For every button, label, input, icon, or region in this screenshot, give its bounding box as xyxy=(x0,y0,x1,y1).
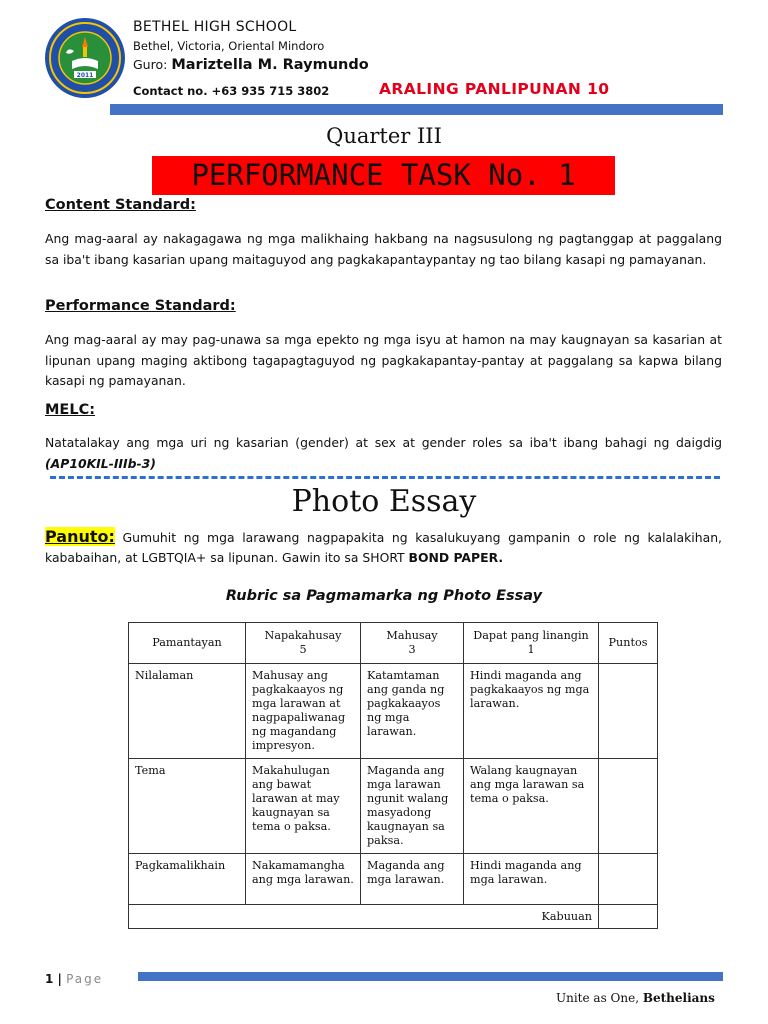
header-divider xyxy=(110,104,723,115)
header-criteria: Pamantayan xyxy=(129,623,246,664)
row-criteria: Nilalaman xyxy=(129,664,246,759)
row-level-2: Maganda ang mga larawan. xyxy=(361,854,464,905)
row-level-2: Maganda ang mga larawan ngunit walang masyadong kaugnayan sa paksa. xyxy=(361,759,464,854)
rubric-total-row xyxy=(129,905,658,929)
teacher-line xyxy=(133,57,369,73)
instructions xyxy=(45,527,722,568)
row-level-3: Hindi maganda ang mga larawan. xyxy=(464,854,599,905)
row-level-3: Walang kaugnayan ang mga larawan sa tema o paksa. xyxy=(464,759,599,854)
header-level-3 xyxy=(464,623,599,664)
page-separator: | xyxy=(53,972,67,986)
melc-text xyxy=(45,433,722,474)
instructions-emphasis: BOND PAPER. xyxy=(408,550,504,565)
header-level-2-score: 3 xyxy=(408,643,416,656)
melc-heading: MELC: xyxy=(45,402,96,418)
header-level-3-score: 1 xyxy=(527,643,535,656)
row-points xyxy=(599,664,658,759)
rubric-row xyxy=(129,854,658,905)
page-number-value: 1 xyxy=(45,972,54,986)
school-address: Bethel, Victoria, Oriental Mindoro xyxy=(133,39,325,53)
row-points xyxy=(599,759,658,854)
header-points: Puntos xyxy=(599,623,658,664)
melc-code: (AP10KIL-IIIb-3) xyxy=(45,455,156,471)
row-level-1: Makahulugan ang bawat larawan at may kaugnayan sa tema o paksa. xyxy=(246,759,361,854)
rubric-row xyxy=(129,664,658,759)
instructions-label: Panuto: xyxy=(45,527,115,546)
school-name: BETHEL HIGH SCHOOL xyxy=(133,19,297,35)
total-points xyxy=(599,905,658,929)
svg-text:2011: 2011 xyxy=(76,72,94,79)
row-level-1: Mahusay ang pagkakaayos ng mga larawan at nagpapaliwanag ng magandang impresyon. xyxy=(246,664,361,759)
quarter-label: Quarter III xyxy=(326,124,442,148)
performance-standard-heading: Performance Standard: xyxy=(45,298,236,314)
dashed-divider xyxy=(50,476,720,479)
rubric-table xyxy=(128,622,658,929)
row-points xyxy=(599,854,658,905)
content-standard-heading: Content Standard: xyxy=(45,197,196,213)
header-level-2 xyxy=(361,623,464,664)
header-level-2-label: Mahusay xyxy=(386,629,438,642)
header-level-1 xyxy=(246,623,361,664)
row-criteria: Pagkamalikhain xyxy=(129,854,246,905)
school-logo xyxy=(44,17,126,99)
instructions-text: Gumuhit ng mga larawang nagpapakita ng kasalukuyang gampanin o role ng kalalakihan, kababaihan, at LGBTQIA+ sa lipunan. Gawin ito sa SHORT xyxy=(45,530,722,565)
header-level-1-label: Napakahusay xyxy=(264,629,342,642)
performance-standard-text: Ang mag-aaral ay may pag-unawa sa mga epekto ng mga isyu at hamon na may kaugnayan sa kasarian at lipunan upang maging aktibong tagapagtaguyod ng pagkakapantay-pantay at paggalang sa kapwa bilang kasapi ng pamayanan. xyxy=(45,332,722,388)
total-label: Kabuuan xyxy=(129,905,599,929)
header-level-3-label: Dapat pang linangin xyxy=(473,629,589,642)
teacher-label: Guro: xyxy=(133,57,168,72)
rubric-title: Rubric sa Pagmamarka ng Photo Essay xyxy=(225,588,543,604)
row-level-2: Katamtaman ang ganda ng pagkakaayos ng mga larawan. xyxy=(361,664,464,759)
page-label: Page xyxy=(66,972,104,986)
page-number xyxy=(45,972,103,986)
rubric-row xyxy=(129,759,658,854)
teacher-name: Mariztella M. Raymundo xyxy=(171,57,369,73)
school-motto xyxy=(556,991,715,1005)
photo-essay-title: Photo Essay xyxy=(291,484,477,519)
motto-prefix: Unite as One, xyxy=(556,991,643,1005)
header-level-1-score: 5 xyxy=(299,643,307,656)
row-level-3: Hindi maganda ang pagkakaayos ng mga larawan. xyxy=(464,664,599,759)
subject-title: ARALING PANLIPUNAN 10 xyxy=(379,80,610,98)
content-standard-text: Ang mag-aaral ay nakagagawa ng mga malikhaing hakbang na nagsusulong ng pagtanggap at paggalang sa iba't ibang kasarian upang maitaguyod ang pagkakapantaypantay ng tao bilang kasapi ng pamayanan. xyxy=(45,231,722,267)
row-level-1: Nakamamangha ang mga larawan. xyxy=(246,854,361,905)
footer-divider xyxy=(138,972,723,981)
motto-emphasis: Bethelians xyxy=(642,991,715,1005)
row-criteria: Tema xyxy=(129,759,246,854)
rubric-header-row xyxy=(129,623,658,664)
melc-body: Natatalakay ang mga uri ng kasarian (gender) at sex at gender roles sa iba't ibang bahagi ng daigdig xyxy=(45,435,722,450)
contact-number: Contact no. +63 935 715 3802 xyxy=(133,84,330,98)
task-title: PERFORMANCE TASK No. 1 xyxy=(191,158,576,192)
